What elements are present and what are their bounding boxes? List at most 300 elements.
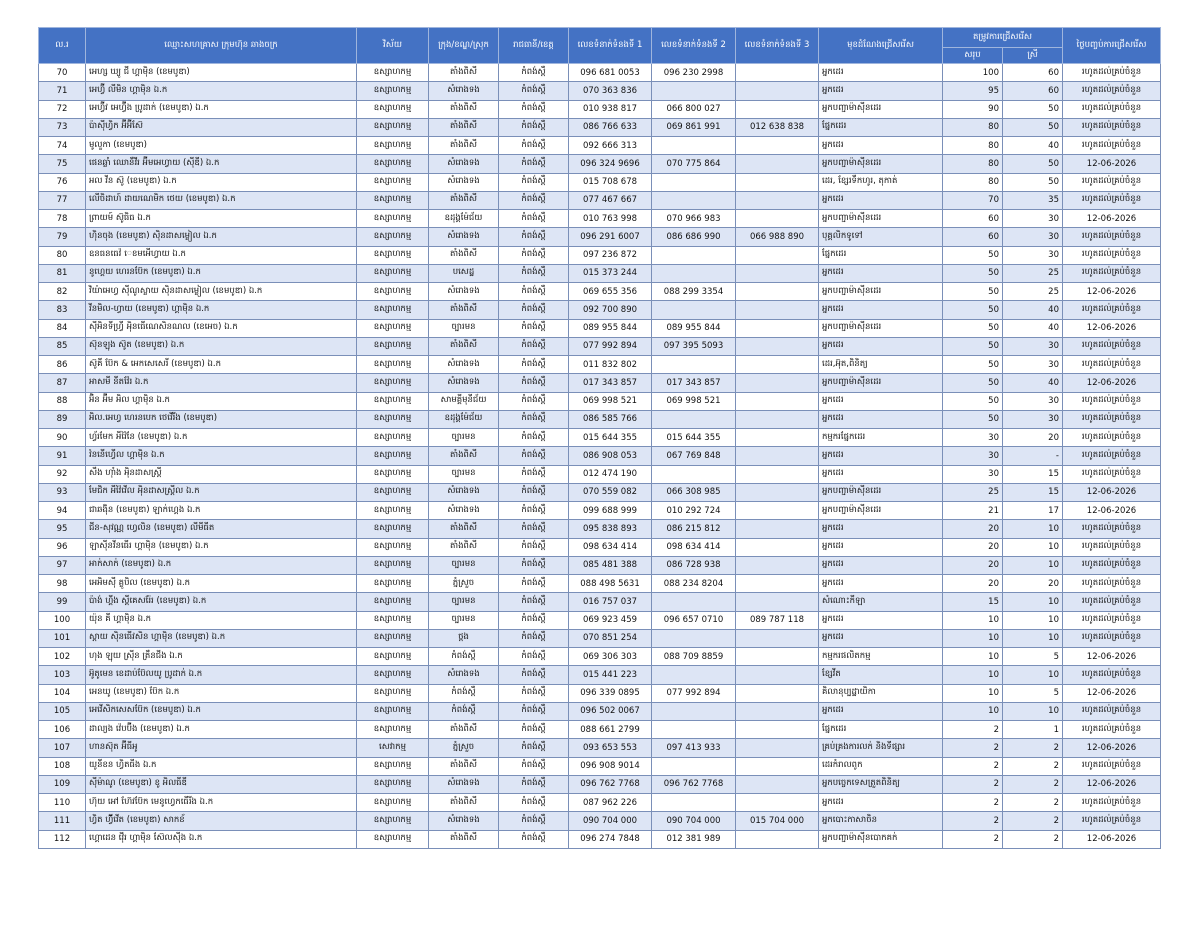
cell-district: តាំងពិសី bbox=[429, 721, 499, 739]
cell-phone2 bbox=[652, 356, 736, 374]
cell-total: 20 bbox=[943, 556, 1003, 574]
cell-company: ប៉ាង់ ហ្គីង ស្តីគេសរ៉ែរ (ខេមបូឌា) ឯ.ក bbox=[86, 593, 357, 611]
cell-province: កំពង់ស្ពឺ bbox=[499, 648, 569, 666]
table-row bbox=[39, 611, 1161, 629]
cell-province: កំពង់ស្ពឺ bbox=[499, 64, 569, 82]
table-row bbox=[39, 575, 1161, 593]
table-row bbox=[39, 82, 1161, 100]
cell-no: 82 bbox=[39, 283, 86, 301]
cell-deadline: 12-06-2026 bbox=[1063, 830, 1161, 848]
cell-sector: ឧស្សាហកម្ម bbox=[357, 356, 429, 374]
cell-phone3 bbox=[736, 155, 819, 173]
cell-sector: ឧស្សាហកម្ម bbox=[357, 684, 429, 702]
cell-sector: ឧស្សាហកម្ម bbox=[357, 392, 429, 410]
cell-district: តាំងពិសី bbox=[429, 337, 499, 355]
cell-total: 10 bbox=[943, 684, 1003, 702]
cell-total: 95 bbox=[943, 82, 1003, 100]
table-row bbox=[39, 100, 1161, 118]
cell-company: ហ្គោដេន វ៉ើរ ហ្គាម៉ិន ស៊ែលស៊ីង ឯ.ក bbox=[86, 830, 357, 848]
cell-position: អ្នកដេរ bbox=[819, 392, 943, 410]
cell-female: 30 bbox=[1003, 337, 1063, 355]
cell-position: ផ្នែកដេរ bbox=[819, 246, 943, 264]
cell-no: 105 bbox=[39, 702, 86, 720]
cell-phone2: 069 998 521 bbox=[652, 392, 736, 410]
cell-no: 83 bbox=[39, 301, 86, 319]
cell-female: 10 bbox=[1003, 593, 1063, 611]
cell-female: 5 bbox=[1003, 648, 1063, 666]
cell-position: អ្នកដេរ bbox=[819, 64, 943, 82]
cell-province: កំពង់ស្ពឺ bbox=[499, 191, 569, 209]
cell-phone1: 017 343 857 bbox=[569, 374, 652, 392]
cell-no: 72 bbox=[39, 100, 86, 118]
cell-female: 10 bbox=[1003, 520, 1063, 538]
cell-phone3 bbox=[736, 629, 819, 647]
cell-total: 2 bbox=[943, 757, 1003, 775]
table-body bbox=[39, 64, 1161, 849]
table-row bbox=[39, 392, 1161, 410]
cell-sector: ឧស្សាហកម្ម bbox=[357, 666, 429, 684]
cell-deadline: 12-06-2026 bbox=[1063, 210, 1161, 228]
cell-no: 106 bbox=[39, 721, 86, 739]
cell-female: 10 bbox=[1003, 666, 1063, 684]
cell-phone3 bbox=[736, 648, 819, 666]
cell-sector: ឧស្សាហកម្ម bbox=[357, 283, 429, 301]
cell-position: អ្នកបញ្ជាម៉ាស៊ីនដេរ bbox=[819, 483, 943, 501]
cell-sector: ឧស្សាហកម្ម bbox=[357, 319, 429, 337]
cell-deadline: រហូតដល់គ្រប់ចំនួន bbox=[1063, 301, 1161, 319]
cell-company: ហ្វ័រមែក អីវ៉ៃនែ (ខេមបូឌា) ឯ.ក bbox=[86, 429, 357, 447]
cell-company: ហ្វិត ហ៊្វីវើត (ខេមបូឌា) សាកខ័ bbox=[86, 812, 357, 830]
cell-position: អ្នកបញ្ជាម៉ាស៊ីនបោកគក់ bbox=[819, 830, 943, 848]
cell-phone3 bbox=[736, 356, 819, 374]
table-row bbox=[39, 319, 1161, 337]
cell-position: សំណោះកីឡា bbox=[819, 593, 943, 611]
cell-female: 50 bbox=[1003, 100, 1063, 118]
cell-province: កំពង់ស្ពឺ bbox=[499, 483, 569, 501]
cell-province: កំពង់ស្ពឺ bbox=[499, 301, 569, 319]
cell-phone1: 069 306 303 bbox=[569, 648, 652, 666]
cell-district: ថ្ពង bbox=[429, 629, 499, 647]
cell-deadline: 12-06-2026 bbox=[1063, 739, 1161, 757]
cell-position: អ្នកដេរ bbox=[819, 301, 943, 319]
cell-sector: ឧស្សាហកម្ម bbox=[357, 173, 429, 191]
cell-sector: ឧស្សាហកម្ម bbox=[357, 520, 429, 538]
cell-company: មូលួកា (ខេមបូឌា) bbox=[86, 137, 357, 155]
cell-deadline: 12-06-2026 bbox=[1063, 483, 1161, 501]
cell-phone2: 096 230 2998 bbox=[652, 64, 736, 82]
cell-position: អ្នកដេរ bbox=[819, 410, 943, 428]
cell-phone3 bbox=[736, 556, 819, 574]
cell-no: 110 bbox=[39, 794, 86, 812]
cell-phone3 bbox=[736, 301, 819, 319]
cell-phone2: 088 299 3354 bbox=[652, 283, 736, 301]
cell-phone3 bbox=[736, 575, 819, 593]
cell-total: 10 bbox=[943, 611, 1003, 629]
cell-position: ផ្នែកដេរ bbox=[819, 118, 943, 136]
cell-total: 50 bbox=[943, 246, 1003, 264]
cell-total: 10 bbox=[943, 666, 1003, 684]
cell-position: អ្នកបញ្ជាម៉ាស៊ីនដេរ bbox=[819, 283, 943, 301]
cell-district: ច្បារមន bbox=[429, 319, 499, 337]
cell-phone1: 077 467 667 bbox=[569, 191, 652, 209]
cell-district: ច្បារមន bbox=[429, 465, 499, 483]
cell-female: 50 bbox=[1003, 155, 1063, 173]
cell-female: - bbox=[1003, 447, 1063, 465]
header-phone1: លេខទំនាក់ទំនងទី 1 bbox=[569, 28, 652, 64]
header-province: រាជធានី/ខេត្ត bbox=[499, 28, 569, 64]
cell-position: អ្នកដេរ bbox=[819, 137, 943, 155]
cell-phone3 bbox=[736, 319, 819, 337]
cell-position: អ្នកបច្ចេកទេសត្រួតពិនិត្យ bbox=[819, 775, 943, 793]
cell-deadline: រហូតដល់គ្រប់ចំនួន bbox=[1063, 337, 1161, 355]
cell-province: កំពង់ស្ពឺ bbox=[499, 830, 569, 848]
cell-phone2 bbox=[652, 593, 736, 611]
cell-position: អ្នកបញ្ជាម៉ាស៊ីនដេរ bbox=[819, 502, 943, 520]
cell-sector: ឧស្សាហកម្ម bbox=[357, 246, 429, 264]
cell-sector: ឧស្សាហកម្ម bbox=[357, 593, 429, 611]
cell-company: ជីន-សុវណ្ណ ហ្វេលិន (ខេមបូឌា) លីមីធីត bbox=[86, 520, 357, 538]
cell-phone1: 096 908 9014 bbox=[569, 757, 652, 775]
cell-company: ស៊ូគី ប៊ែក & អេកសេសេរី (ខេមបូឌា) ឯ.ក bbox=[86, 356, 357, 374]
cell-phone1: 010 763 998 bbox=[569, 210, 652, 228]
cell-no: 80 bbox=[39, 246, 86, 264]
cell-female: 50 bbox=[1003, 173, 1063, 191]
cell-female: 5 bbox=[1003, 684, 1063, 702]
cell-district: តាំងពិសី bbox=[429, 447, 499, 465]
cell-total: 100 bbox=[943, 64, 1003, 82]
cell-female: 60 bbox=[1003, 82, 1063, 100]
cell-district: ភ្នំស្រួច bbox=[429, 575, 499, 593]
cell-province: កំពង់ស្ពឺ bbox=[499, 757, 569, 775]
cell-province: កំពង់ស្ពឺ bbox=[499, 337, 569, 355]
cell-phone2 bbox=[652, 301, 736, 319]
cell-company: ហ៊ុយ អៅ ហ៊ែវប៊ែក មេនូហ្វេកធើរីង ឯ.ក bbox=[86, 794, 357, 812]
cell-deadline: រហូតដល់គ្រប់ចំនួន bbox=[1063, 520, 1161, 538]
cell-no: 99 bbox=[39, 593, 86, 611]
cell-sector: ឧស្សាហកម្ម bbox=[357, 210, 429, 228]
cell-province: កំពង់ស្ពឺ bbox=[499, 812, 569, 830]
cell-district: តាំងពិសី bbox=[429, 100, 499, 118]
cell-position: គ្រប់គ្រងការលក់ និងទីផ្សារ bbox=[819, 739, 943, 757]
cell-province: កំពង់ស្ពឺ bbox=[499, 410, 569, 428]
cell-total: 10 bbox=[943, 648, 1003, 666]
table-row bbox=[39, 447, 1161, 465]
cell-phone3 bbox=[736, 775, 819, 793]
table-row bbox=[39, 64, 1161, 82]
cell-position: អ្នកដេរ bbox=[819, 82, 943, 100]
cell-district: តាំងពិសី bbox=[429, 64, 499, 82]
cell-province: កំពង់ស្ពឺ bbox=[499, 702, 569, 720]
cell-company: អ៊ិន អ៊ីម អិល ហ្គាម៉ិន ឯ.ក bbox=[86, 392, 357, 410]
cell-deadline: 12-06-2026 bbox=[1063, 775, 1161, 793]
header-total: សរុប bbox=[943, 48, 1003, 64]
cell-phone3 bbox=[736, 82, 819, 100]
cell-province: កំពង់ស្ពឺ bbox=[499, 392, 569, 410]
cell-total: 50 bbox=[943, 319, 1003, 337]
cell-position: អ្នកបញ្ជាម៉ាស៊ីនដេរ bbox=[819, 155, 943, 173]
cell-phone3 bbox=[736, 264, 819, 282]
cell-phone3 bbox=[736, 721, 819, 739]
cell-phone2: 090 704 000 bbox=[652, 812, 736, 830]
cell-district: សំរោងទង bbox=[429, 775, 499, 793]
cell-phone2 bbox=[652, 246, 736, 264]
cell-sector: ឧស្សាហកម្ម bbox=[357, 648, 429, 666]
cell-sector: ឧស្សាហកម្ម bbox=[357, 301, 429, 319]
cell-company: លើចិដាហ៍ ដាយណេមិក ថេយ (ខេមបូឌា) ឯ.ក bbox=[86, 191, 357, 209]
cell-company: ស្តាយ ស៊ិនធើវសិន ហ្គាម៉ិន (ខេមបូឌា) ឯ.ក bbox=[86, 629, 357, 647]
table-row bbox=[39, 556, 1161, 574]
header-phone2: លេខទំនាក់ទំនងទី 2 bbox=[652, 28, 736, 64]
cell-no: 75 bbox=[39, 155, 86, 173]
cell-phone1: 096 324 9696 bbox=[569, 155, 652, 173]
cell-phone1: 069 655 356 bbox=[569, 283, 652, 301]
cell-sector: ឧស្សាហកម្ម bbox=[357, 629, 429, 647]
cell-position: អ្នកដេរ bbox=[819, 575, 943, 593]
cell-phone2 bbox=[652, 721, 736, 739]
cell-total: 80 bbox=[943, 155, 1003, 173]
table-row bbox=[39, 629, 1161, 647]
cell-company: អាសមី នីតវ៉ែរ ឯ.ក bbox=[86, 374, 357, 392]
cell-phone1: 088 661 2799 bbox=[569, 721, 652, 739]
cell-total: 90 bbox=[943, 100, 1003, 118]
cell-phone1: 070 851 254 bbox=[569, 629, 652, 647]
cell-district: ច្បារមន bbox=[429, 611, 499, 629]
cell-female: 60 bbox=[1003, 64, 1063, 82]
cell-company: សឹង ហ៊ាំង អុិនដាសស្ត្រី bbox=[86, 465, 357, 483]
cell-company: អេហ្វ៊ី លីមិន ហ្គាម៉ិន ឯ.ក bbox=[86, 82, 357, 100]
cell-no: 71 bbox=[39, 82, 86, 100]
cell-position: ដេរ,អ៊ុត,ពិនិត្យ bbox=[819, 356, 943, 374]
cell-phone3 bbox=[736, 520, 819, 538]
cell-position: អ្នកបញ្ជាម៉ាស៊ីនដេរ bbox=[819, 210, 943, 228]
cell-phone2: 086 728 938 bbox=[652, 556, 736, 574]
cell-total: 50 bbox=[943, 337, 1003, 355]
cell-phone3 bbox=[736, 739, 819, 757]
cell-company: ហ៊ិនចុង (ខេមបូឌា) ស៊ិនដាសម្លៀល ឯ.ក bbox=[86, 228, 357, 246]
cell-phone1: 099 688 999 bbox=[569, 502, 652, 520]
cell-province: កំពង់ស្ពឺ bbox=[499, 228, 569, 246]
cell-female: 50 bbox=[1003, 118, 1063, 136]
cell-sector: ឧស្សាហកម្ម bbox=[357, 447, 429, 465]
cell-deadline: រហូតដល់គ្រប់ចំនួន bbox=[1063, 246, 1161, 264]
cell-deadline: រហូតដល់គ្រប់ចំនួន bbox=[1063, 465, 1161, 483]
table-row bbox=[39, 721, 1161, 739]
cell-deadline: រហូតដល់គ្រប់ចំនួន bbox=[1063, 228, 1161, 246]
cell-deadline: រហូតដល់គ្រប់ចំនួន bbox=[1063, 812, 1161, 830]
cell-position: អ្នកដេរ bbox=[819, 337, 943, 355]
cell-company: ឧនធនធេវ៉ េខមអើហ្វាយ ឯ.ក bbox=[86, 246, 357, 264]
cell-deadline: រហូតដល់គ្រប់ចំនួន bbox=[1063, 82, 1161, 100]
cell-phone1: 015 373 244 bbox=[569, 264, 652, 282]
cell-total: 50 bbox=[943, 301, 1003, 319]
table-row bbox=[39, 702, 1161, 720]
cell-phone3 bbox=[736, 684, 819, 702]
cell-phone2: 088 709 8859 bbox=[652, 648, 736, 666]
cell-total: 20 bbox=[943, 575, 1003, 593]
cell-no: 109 bbox=[39, 775, 86, 793]
cell-phone1: 093 653 553 bbox=[569, 739, 652, 757]
cell-province: កំពង់ស្ពឺ bbox=[499, 465, 569, 483]
cell-no: 70 bbox=[39, 64, 86, 82]
cell-deadline: រហូតដល់គ្រប់ចំនួន bbox=[1063, 538, 1161, 556]
cell-phone1: 015 644 355 bbox=[569, 429, 652, 447]
table-row bbox=[39, 429, 1161, 447]
cell-phone1: 098 634 414 bbox=[569, 538, 652, 556]
cell-phone1: 015 441 223 bbox=[569, 666, 652, 684]
cell-female: 40 bbox=[1003, 301, 1063, 319]
table-row bbox=[39, 210, 1161, 228]
cell-phone1: 069 998 521 bbox=[569, 392, 652, 410]
cell-company: អេនឃូ (ខេមបូឌា) ប៊ែក ឯ.ក bbox=[86, 684, 357, 702]
cell-phone1: 069 923 459 bbox=[569, 611, 652, 629]
cell-phone1: 097 236 872 bbox=[569, 246, 652, 264]
cell-phone2: 015 644 355 bbox=[652, 429, 736, 447]
cell-female: 10 bbox=[1003, 611, 1063, 629]
cell-phone3 bbox=[736, 429, 819, 447]
cell-company: ប៉ាស៊ីហ្វិក អ៊ីអ៊ីស៊ែ bbox=[86, 118, 357, 136]
cell-position: ដេរ, ខ្សែរទឹកហូរ, តុកាត់ bbox=[819, 173, 943, 191]
table-row bbox=[39, 520, 1161, 538]
header-district: ក្រុង/ខណ្ឌ/ស្រុក bbox=[429, 28, 499, 64]
cell-province: កំពង់ស្ពឺ bbox=[499, 520, 569, 538]
cell-sector: ឧស្សាហកម្ម bbox=[357, 721, 429, 739]
cell-district: តាំងពិសី bbox=[429, 246, 499, 264]
cell-phone1: 096 762 7768 bbox=[569, 775, 652, 793]
cell-sector: ឧស្សាហកម្ម bbox=[357, 575, 429, 593]
cell-total: 20 bbox=[943, 538, 1003, 556]
cell-female: 1 bbox=[1003, 721, 1063, 739]
cell-position: អ្នកបញ្ជាម៉ាស៊ីនដេរ bbox=[819, 100, 943, 118]
cell-phone1: 096 681 0053 bbox=[569, 64, 652, 82]
cell-company: វីនមិល-ហ្វាយ (ខេមបូឌា) ហ្គាម៉ិន ឯ.ក bbox=[86, 301, 357, 319]
cell-position: អ្នកដេរ bbox=[819, 465, 943, 483]
table-row bbox=[39, 264, 1161, 282]
cell-province: កំពង់ស្ពឺ bbox=[499, 575, 569, 593]
cell-total: 50 bbox=[943, 264, 1003, 282]
cell-female: 20 bbox=[1003, 575, 1063, 593]
cell-position: អ្នកដេរ bbox=[819, 520, 943, 538]
cell-province: កំពង់ស្ពឺ bbox=[499, 374, 569, 392]
cell-deadline: រហូតដល់គ្រប់ចំនួន bbox=[1063, 794, 1161, 812]
cell-company: ដាល្យង វ៉េបប៊ីង (ខេមបូឌា) ឯ.ក bbox=[86, 721, 357, 739]
cell-sector: ឧស្សាហកម្ម bbox=[357, 556, 429, 574]
cell-province: កំពង់ស្ពឺ bbox=[499, 100, 569, 118]
cell-phone1: 070 363 836 bbox=[569, 82, 652, 100]
cell-deadline: រហូតដល់គ្រប់ចំនួន bbox=[1063, 356, 1161, 374]
cell-position: អ្នកដេរ bbox=[819, 611, 943, 629]
cell-deadline: រហូតដល់គ្រប់ចំនួន bbox=[1063, 429, 1161, 447]
cell-no: 104 bbox=[39, 684, 86, 702]
cell-district: ភ្នំស្រួច bbox=[429, 739, 499, 757]
cell-phone1: 090 704 000 bbox=[569, 812, 652, 830]
cell-no: 85 bbox=[39, 337, 86, 355]
cell-province: កំពង់ស្ពឺ bbox=[499, 356, 569, 374]
cell-company: មែជិក អីវ៉ៃវើល អុិនដាសស្ត្រីល ឯ.ក bbox=[86, 483, 357, 501]
cell-province: កំពង់ស្ពឺ bbox=[499, 666, 569, 684]
cell-phone2 bbox=[652, 410, 736, 428]
cell-phone2 bbox=[652, 173, 736, 191]
table-row bbox=[39, 228, 1161, 246]
cell-sector: ឧស្សាហកម្ម bbox=[357, 429, 429, 447]
cell-company: ឡាស៊ីនវីនធើរ ហ្គាម៉ិន (ខេមបូឌា) ឯ.ក bbox=[86, 538, 357, 556]
table-row bbox=[39, 118, 1161, 136]
cell-phone3 bbox=[736, 210, 819, 228]
table-row bbox=[39, 301, 1161, 319]
table-row bbox=[39, 191, 1161, 209]
table-row bbox=[39, 502, 1161, 520]
cell-deadline: 12-06-2026 bbox=[1063, 283, 1161, 301]
cell-female: 30 bbox=[1003, 228, 1063, 246]
cell-total: 50 bbox=[943, 374, 1003, 392]
cell-sector: ឧស្សាហកម្ម bbox=[357, 228, 429, 246]
cell-district: សំរោងទង bbox=[429, 283, 499, 301]
cell-no: 87 bbox=[39, 374, 86, 392]
cell-district: សំរោងទង bbox=[429, 173, 499, 191]
cell-sector: សេវាកម្ម bbox=[357, 739, 429, 757]
cell-total: 2 bbox=[943, 739, 1003, 757]
cell-position: អ្នកដេរ bbox=[819, 702, 943, 720]
cell-deadline: រហូតដល់គ្រប់ចំនួន bbox=[1063, 702, 1161, 720]
cell-position: អ្នកដេរ bbox=[819, 629, 943, 647]
table-row bbox=[39, 593, 1161, 611]
cell-no: 101 bbox=[39, 629, 86, 647]
cell-province: កំពង់ស្ពឺ bbox=[499, 684, 569, 702]
cell-total: 50 bbox=[943, 410, 1003, 428]
cell-female: 35 bbox=[1003, 191, 1063, 209]
cell-province: កំពង់ស្ពឺ bbox=[499, 447, 569, 465]
cell-company: យូនីខន ហ្វិតធីង ឯ.ក bbox=[86, 757, 357, 775]
cell-company: វិយ៉ាអេហ្វ ស៊ីណូស្លាយ ស៊ិនដាសម្លៀល (ខេមបូឌា) ឯ.ក bbox=[86, 283, 357, 301]
cell-sector: ឧស្សាហកម្ម bbox=[357, 830, 429, 848]
cell-deadline: រហូតដល់គ្រប់ចំនួន bbox=[1063, 666, 1161, 684]
cell-female: 25 bbox=[1003, 283, 1063, 301]
cell-phone2: 096 762 7768 bbox=[652, 775, 736, 793]
cell-district: កំពង់ស្ពឺ bbox=[429, 702, 499, 720]
cell-female: 10 bbox=[1003, 556, 1063, 574]
cell-province: កំពង់ស្ពឺ bbox=[499, 502, 569, 520]
cell-company: អេហ្ស ឃ្យូ ជី ហ្គាម៉ិន (ខេមបូឌា) bbox=[86, 64, 357, 82]
cell-phone2: 088 234 8204 bbox=[652, 575, 736, 593]
cell-phone3: 066 988 890 bbox=[736, 228, 819, 246]
cell-phone3 bbox=[736, 447, 819, 465]
cell-no: 81 bbox=[39, 264, 86, 282]
cell-phone3 bbox=[736, 191, 819, 209]
cell-company: វ៉ននើហ្វើល ហ្គាម៉ិន ឯ.ក bbox=[86, 447, 357, 465]
cell-phone3 bbox=[736, 374, 819, 392]
table-row bbox=[39, 757, 1161, 775]
cell-female: 10 bbox=[1003, 538, 1063, 556]
header-no: ល.រ bbox=[39, 28, 86, 64]
cell-female: 30 bbox=[1003, 392, 1063, 410]
cell-position: កម្មករផលិតកម្ម bbox=[819, 648, 943, 666]
cell-no: 100 bbox=[39, 611, 86, 629]
header-female: ស្រី bbox=[1003, 48, 1063, 64]
table-row bbox=[39, 283, 1161, 301]
cell-deadline: រហូតដល់គ្រប់ចំនួន bbox=[1063, 575, 1161, 593]
header-recruit-group: តម្រូវការជ្រើសរើស bbox=[943, 28, 1063, 48]
cell-phone2 bbox=[652, 465, 736, 483]
cell-district: ច្បារមន bbox=[429, 556, 499, 574]
cell-deadline: រហូតដល់គ្រប់ចំនួន bbox=[1063, 757, 1161, 775]
cell-phone2 bbox=[652, 82, 736, 100]
cell-phone2 bbox=[652, 794, 736, 812]
cell-sector: ឧស្សាហកម្ម bbox=[357, 374, 429, 392]
cell-deadline: រហូតដល់គ្រប់ចំនួន bbox=[1063, 100, 1161, 118]
cell-total: 15 bbox=[943, 593, 1003, 611]
cell-no: 77 bbox=[39, 191, 86, 209]
cell-phone1: 089 955 844 bbox=[569, 319, 652, 337]
cell-deadline: រហូតដល់គ្រប់ចំនួន bbox=[1063, 629, 1161, 647]
